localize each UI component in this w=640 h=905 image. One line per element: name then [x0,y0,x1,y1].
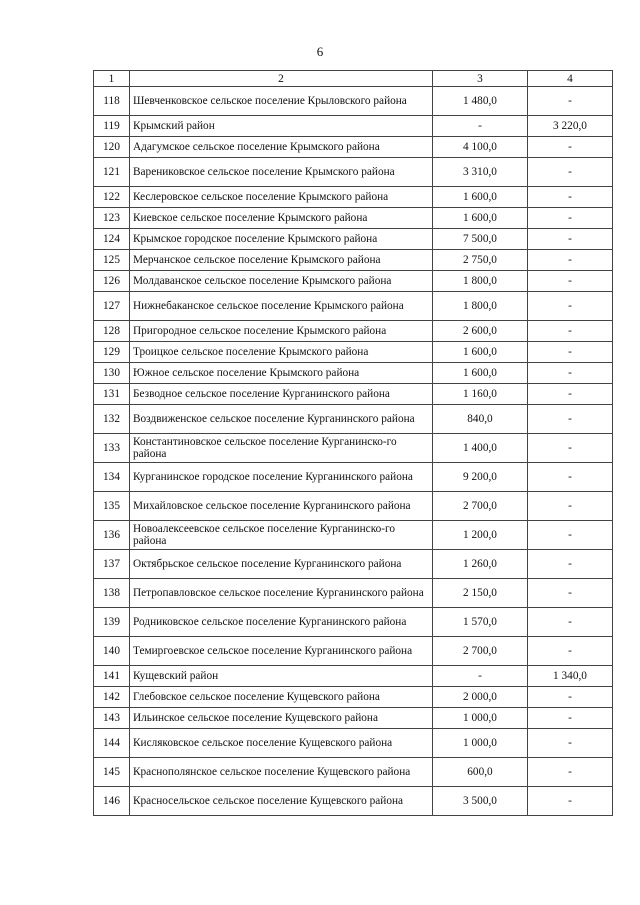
row-value-col3: 1 600,0 [433,208,528,229]
table-row [94,787,613,816]
row-name: Крымское городское поселение Крымского района [130,229,433,250]
row-value-col3: 1 480,0 [433,87,528,116]
row-name: Варениковское сельское поселение Крымского района [130,158,433,187]
page-number: 6 [316,44,324,59]
row-value-col4: - [528,342,613,363]
row-value-col4: - [528,250,613,271]
row-number: 134 [94,463,130,492]
row-name: Воздвиженское сельское поселение Курганинского района [130,405,433,434]
row-name: Мерчанское сельское поселение Крымского района [130,250,433,271]
row-number: 139 [94,608,130,637]
row-number: 120 [94,137,130,158]
header-col-1: 1 [94,71,130,87]
row-value-col4: - [528,137,613,158]
row-value-col3: 2 700,0 [433,492,528,521]
row-number: 133 [94,434,130,463]
row-value-col4: - [528,87,613,116]
row-number: 144 [94,729,130,758]
row-number: 141 [94,666,130,687]
row-number: 127 [94,292,130,321]
row-value-col3: 1 600,0 [433,342,528,363]
row-value-col3: 3 310,0 [433,158,528,187]
row-name: Новоалексеевское сельское поселение Курганинско-го района [130,521,433,550]
table-row [94,363,613,384]
row-value-col4: - [528,687,613,708]
row-number: 122 [94,187,130,208]
row-name: Краснополянское сельское поселение Кущевского района [130,758,433,787]
row-number: 119 [94,116,130,137]
row-number: 124 [94,229,130,250]
row-value-col4: - [528,405,613,434]
row-value-col4: - [528,384,613,405]
table-row [94,729,613,758]
row-number: 136 [94,521,130,550]
table-row [94,342,613,363]
row-name: Константиновское сельское поселение Курганинско-го района [130,434,433,463]
row-name: Октябрьское сельское поселение Курганинского района [130,550,433,579]
row-value-col4: - [528,729,613,758]
row-value-col4: - [528,271,613,292]
row-number: 118 [94,87,130,116]
row-number: 135 [94,492,130,521]
row-name: Нижнебаканское сельское поселение Крымского района [130,292,433,321]
row-value-col4: - [528,208,613,229]
row-name: Красносельское сельское поселение Кущевского района [130,787,433,816]
table-row [94,637,613,666]
table-row [94,321,613,342]
row-value-col4: 1 340,0 [528,666,613,687]
row-value-col3: 1 600,0 [433,187,528,208]
row-name: Шевченковское сельское поселение Крыловского района [130,87,433,116]
row-value-col3: 1 000,0 [433,708,528,729]
table-row [94,758,613,787]
row-name: Кеслеровское сельское поселение Крымского района [130,187,433,208]
row-name: Молдаванское сельское поселение Крымского района [130,271,433,292]
row-value-col3: 9 200,0 [433,463,528,492]
row-number: 129 [94,342,130,363]
row-number: 126 [94,271,130,292]
table-row [94,463,613,492]
table-row [94,521,613,550]
row-number: 138 [94,579,130,608]
row-value-col4: - [528,492,613,521]
row-name: Троицкое сельское поселение Крымского района [130,342,433,363]
row-name: Безводное сельское поселение Курганинского района [130,384,433,405]
table-row [94,550,613,579]
row-value-col4: - [528,521,613,550]
row-value-col3: 1 160,0 [433,384,528,405]
row-name: Кущевский район [130,666,433,687]
row-value-col3: 1 400,0 [433,434,528,463]
row-number: 121 [94,158,130,187]
row-value-col3: 1 260,0 [433,550,528,579]
row-value-col4: - [528,550,613,579]
header-col-3: 3 [433,71,528,87]
table-row [94,250,613,271]
row-value-col3: 1 800,0 [433,271,528,292]
row-value-col3: 3 500,0 [433,787,528,816]
row-number: 143 [94,708,130,729]
row-number: 146 [94,787,130,816]
table-row [94,579,613,608]
row-name: Южное сельское поселение Крымского района [130,363,433,384]
table-row [94,208,613,229]
row-value-col4: - [528,321,613,342]
row-name: Кисляковское сельское поселение Кущевского района [130,729,433,758]
row-value-col3: 2 150,0 [433,579,528,608]
row-number: 130 [94,363,130,384]
table-row [94,271,613,292]
row-value-col3: 2 600,0 [433,321,528,342]
row-name: Родниковское сельское поселение Курганинского района [130,608,433,637]
row-number: 125 [94,250,130,271]
row-number: 131 [94,384,130,405]
table-body [94,71,613,816]
row-value-col4: 3 220,0 [528,116,613,137]
row-value-col4: - [528,229,613,250]
allocation-table [93,70,613,816]
table-row [94,687,613,708]
row-value-col4: - [528,637,613,666]
row-value-col4: - [528,363,613,384]
header-col-4: 4 [528,71,613,87]
row-value-col3: 4 100,0 [433,137,528,158]
header-col-2: 2 [130,71,433,87]
row-name: Курганинское городское поселение Курганинского района [130,463,433,492]
row-value-col3: 1 600,0 [433,363,528,384]
table-row [94,137,613,158]
row-name: Михайловское сельское поселение Курганинского района [130,492,433,521]
row-value-col3: 1 200,0 [433,521,528,550]
row-name: Адагумское сельское поселение Крымского района [130,137,433,158]
table-row [94,229,613,250]
row-value-col3: 2 700,0 [433,637,528,666]
table-row [94,405,613,434]
row-number: 123 [94,208,130,229]
row-value-col3: 2 750,0 [433,250,528,271]
row-value-col4: - [528,608,613,637]
row-value-col3: 600,0 [433,758,528,787]
row-value-col4: - [528,187,613,208]
row-name: Петропавловское сельское поселение Курганинского района [130,579,433,608]
row-name: Крымский район [130,116,433,137]
row-value-col4: - [528,708,613,729]
table-row [94,158,613,187]
table-row [94,187,613,208]
table-row [94,608,613,637]
row-number: 132 [94,405,130,434]
table-row [94,116,613,137]
row-number: 140 [94,637,130,666]
row-value-col3: 840,0 [433,405,528,434]
table-row [94,434,613,463]
row-value-col3: 1 800,0 [433,292,528,321]
row-name: Ильинское сельское поселение Кущевского района [130,708,433,729]
row-value-col4: - [528,158,613,187]
row-name: Пригородное сельское поселение Крымского района [130,321,433,342]
row-value-col3: 1 570,0 [433,608,528,637]
row-value-col4: - [528,579,613,608]
table-row [94,666,613,687]
row-number: 145 [94,758,130,787]
row-value-col4: - [528,787,613,816]
table-row [94,87,613,116]
row-value-col4: - [528,463,613,492]
row-value-col4: - [528,434,613,463]
row-number: 128 [94,321,130,342]
row-value-col4: - [528,292,613,321]
row-name: Темиргоевское сельское поселение Курганинского района [130,637,433,666]
table-row [94,492,613,521]
row-value-col3: - [433,666,528,687]
row-number: 137 [94,550,130,579]
table-header-row [94,71,613,87]
row-value-col3: - [433,116,528,137]
row-name: Киевское сельское поселение Крымского района [130,208,433,229]
table-row [94,708,613,729]
row-name: Глебовское сельское поселение Кущевского района [130,687,433,708]
table-row [94,292,613,321]
row-value-col3: 1 000,0 [433,729,528,758]
row-value-col3: 2 000,0 [433,687,528,708]
row-number: 142 [94,687,130,708]
row-value-col3: 7 500,0 [433,229,528,250]
row-value-col4: - [528,758,613,787]
table-row [94,384,613,405]
